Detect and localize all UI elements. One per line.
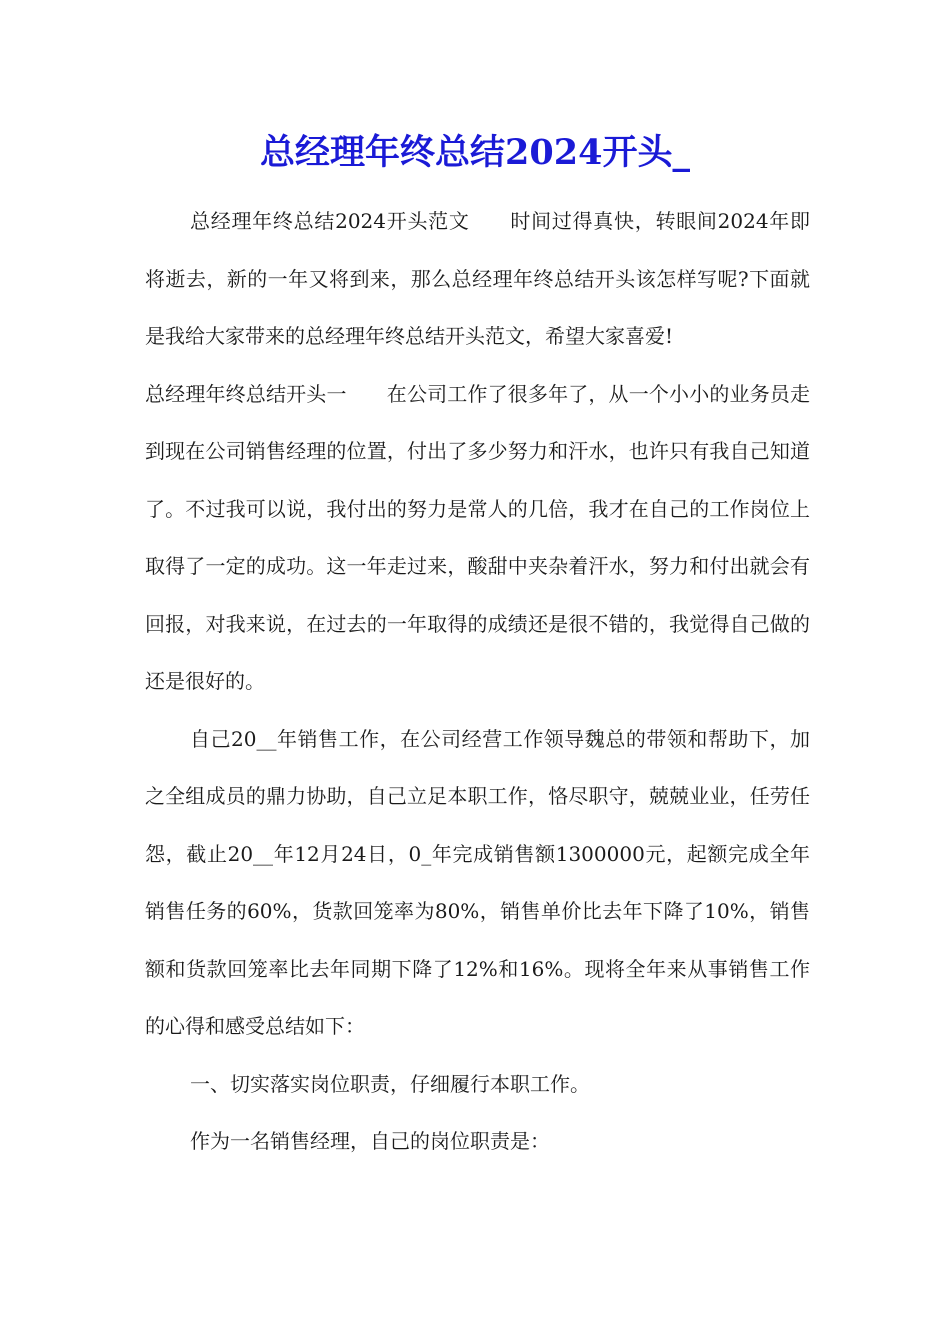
paragraph-opening-one-lead: 总经理年终总结开头一 <box>145 381 347 406</box>
paragraph-opening-one <box>145 366 810 711</box>
paragraph-intro <box>145 193 810 366</box>
paragraph-duties-intro: 作为一名销售经理，自己的岗位职责是： <box>190 1129 550 1153</box>
paragraph-intro-lead: 总经理年终总结2024开头范文 <box>190 209 470 233</box>
paragraph-opening-one-text: 在公司工作了很多年了，从一个小小的业务员走到现在公司销售经理的位置，付出了多少努力和汗水，也许只有我自己知道了。不过我可以说，我付出的努力是常人的几倍，我才在自己的工作岗位上取得了一定的成功。这一年走过来，酸甜中夹杂着汗水，努力和付出就会有回报，对我来说，在过去的一年取得的成绩还是很不错的，我觉得自己做的还是很好的。 <box>145 381 811 693</box>
paragraph-sales-summary: 自己20__年销售工作，在公司经营工作领导魏总的带领和帮助下，加之全组成员的鼎力协助，自己立足本职工作，恪尽职守，兢兢业业，任劳任怨，截止20__年12月24日，0_年完成销售额1300000元，起额完成全年销售任务的60%，货款回笼率为80%，销售单价比去年下降了10%，销售额和货款回笼率比去年同期下降了12%和16%。现将全年来从事销售工作的心得和感受总结如下： <box>145 726 810 1038</box>
document-title: 总经理年终总结2024开头_ <box>260 132 690 173</box>
document-body <box>145 193 810 1171</box>
paragraph-intro-text: 时间过得真快，转眼间2024年即将逝去，新的一年又将到来，那么总经理年终总结开头该怎样写呢?下面就是我给大家带来的总经理年终总结开头范文，希望大家喜爱! <box>145 209 810 348</box>
paragraph-section-heading: 一、切实落实岗位职责，仔细履行本职工作。 <box>190 1071 590 1096</box>
